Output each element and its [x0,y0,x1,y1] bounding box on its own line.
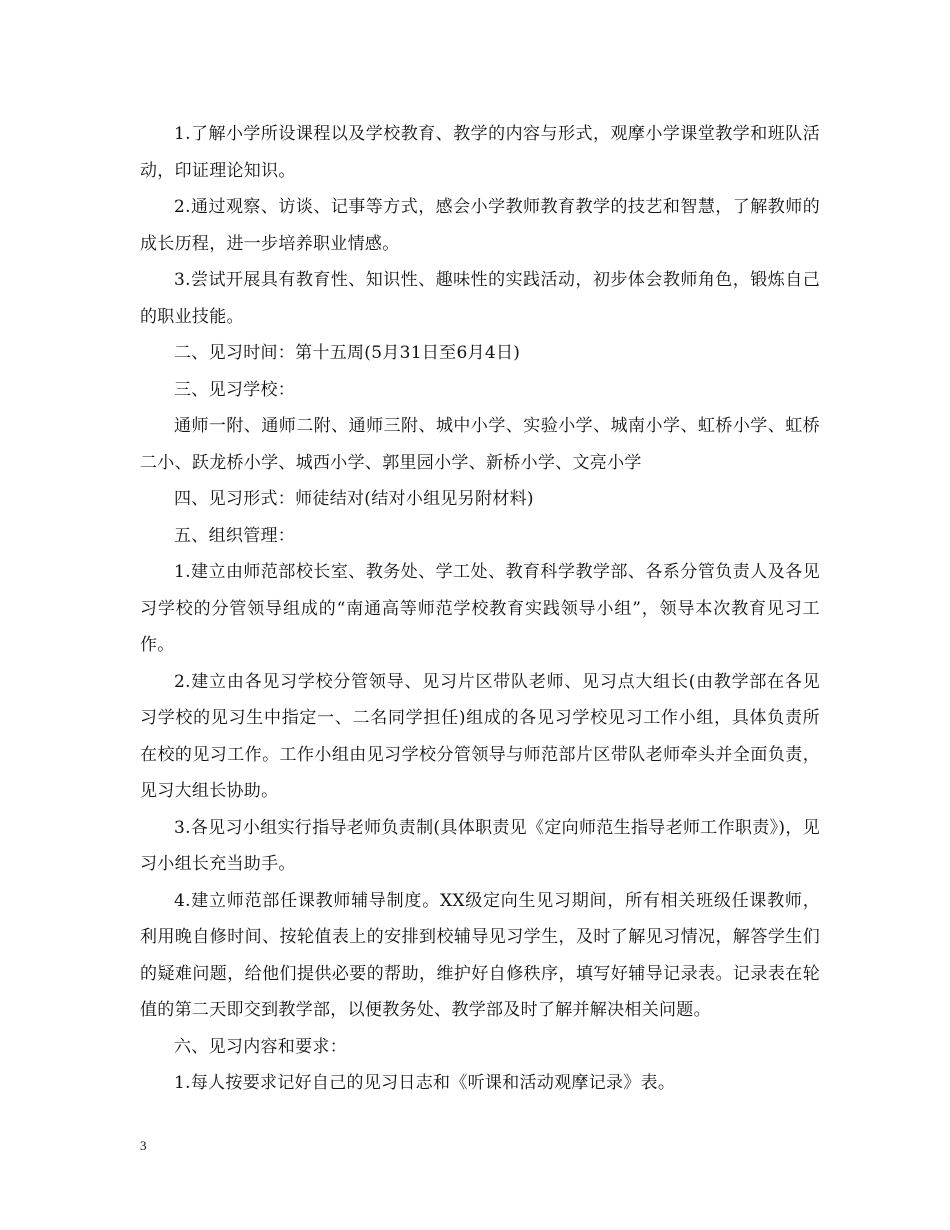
objective-1-paragraph: 1.了解小学所设课程以及学校教育、教学的内容与形式，观摩小学课堂教学和班队活动，印证理论知识。 [140,124,820,181]
objective-3-paragraph: 3.尝试开展具有教育性、知识性、趣味性的实践活动，初步体会教师角色，锻炼自己的职业技能。 [140,270,820,327]
objective-2-paragraph: 2.通过观察、访谈、记事等方式，感会小学教师教育教学的技艺和智慧，了解教师的成长历程，进一步培养职业情感。 [140,197,820,254]
organization-item-1: 1.建立由师范部校长室、教务处、学工处、教育科学教学部、各系分管负责人及各见习学校的分管领导组成的“南通高等师范学校教育实践领导小组”，领导本次教育见习工作。 [140,562,820,655]
content-requirement-1: 1.每人按要求记好自己的见习日志和《听课和活动观摩记录》表。 [174,1073,676,1093]
internship-schools-heading: 三、见习学校： [174,379,296,400]
internship-time-heading: 二、见习时间：第十五周(5月31日至6月4日) [174,343,521,363]
organization-item-2: 2.建立由各见习学校分管领导、见习片区带队老师、见习点大组长(由教学部在各见习学校的见习生中指定一、二名同学担任)组成的各见习学校见习工作小组，具体负责所在校的见习工作。工作小组由见习学校分管领导与师范部片区带队老师牵头并全面负责，见习大组长协助。 [140,671,820,801]
document-body [140,116,820,1102]
organization-item-3: 3.各见习小组实行指导老师负责制(具体职责见《定向师范生指导老师工作职责》)，见习小组长充当助手。 [140,817,820,874]
organization-item-4: 4.建立师范部任课教师辅导制度。XX级定向生见习期间，所有相关班级任课教师，利用晚自修时间、按轮值表上的安排到校辅导见习学生，及时了解见习情况，解答学生们的疑难问题，给他们提供必要的帮助，维护好自修秩序，填写好辅导记录表。记录表在轮值的第二天即交到教学部，以便教务处、教学部及时了解并解决相关问题。 [140,890,820,1020]
content-requirements-heading: 六、见习内容和要求： [174,1036,347,1057]
organization-heading: 五、组织管理： [174,525,296,546]
page-number: 3 [140,1138,147,1153]
internship-form-heading: 四、见习形式：师徒结对(结对小组见另附材料) [174,489,534,509]
internship-schools-list: 通师一附、通师二附、通师三附、城中小学、实验小学、城南小学、虹桥小学、虹桥二小、跃龙桥小学、城西小学、郭里园小学、新桥小学、文亮小学 [140,416,820,473]
